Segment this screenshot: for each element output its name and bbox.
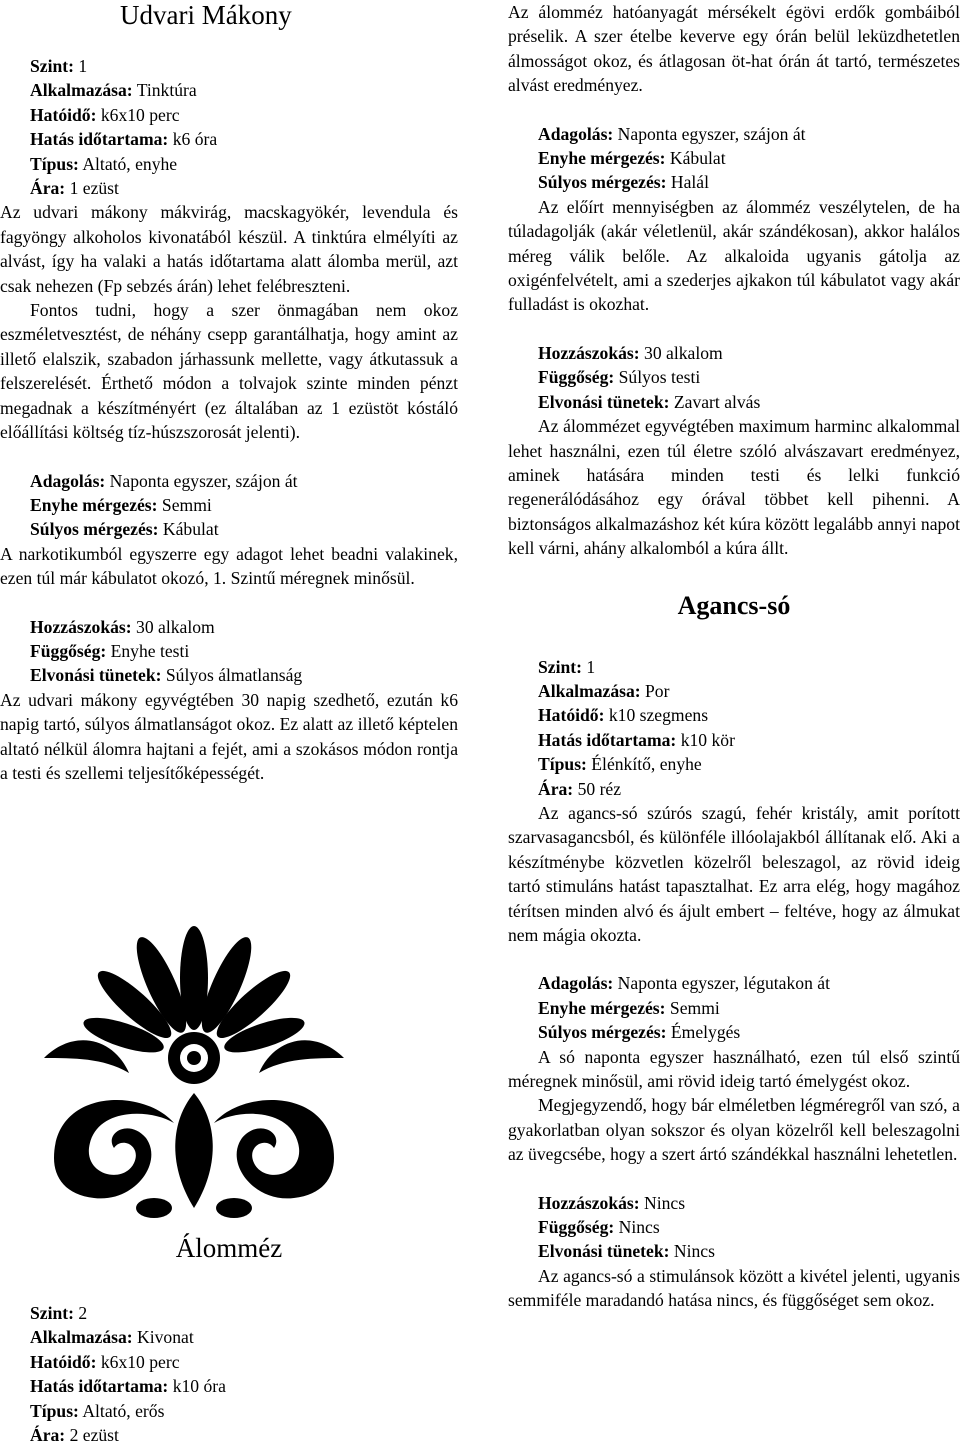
paragraph: Az agancs-só szúrós szagú, fehér kristály, amit porított szarvasagancsból, és különféle illóolajakból állítanak elő. Aki a készítménybe közvetlen közelről beleszagol, az rövid ideig tartó stimuláns hatást tapasztalhat. Ez arra elég, hogy magához térítsen minden alvó és ájult embert – feltéve, hogy az álmukat nem mágia okozta. bbox=[508, 802, 960, 945]
paragraph: Az álommézet egyvégtében maximum harminc alkalommal lehet használni, ezen túl életre szóló alvászavart eredményez, aminek hatására minden testi és lelki funkció regenerálódásához egy órával többet kell pihenni. A biztonságos alkalmazáshoz két kúra között legalább annyi napot kell várni, ahány alkalomból a kúra állt. bbox=[508, 416, 960, 559]
stat-label: Szint: bbox=[538, 656, 582, 677]
stat-value: k6x10 perc bbox=[96, 104, 180, 125]
stat-label: Hatóidő: bbox=[538, 705, 605, 726]
stat-value: 30 alkalom bbox=[639, 342, 723, 363]
stat-label: Elvonási tünetek: bbox=[30, 665, 162, 686]
dosage-agancs-so bbox=[508, 971, 960, 1044]
stat-line bbox=[538, 341, 960, 365]
stat-label: Adagolás: bbox=[538, 973, 614, 994]
stat-line bbox=[538, 365, 960, 389]
stat-value: k6x10 perc bbox=[96, 1351, 180, 1372]
stat-line bbox=[30, 493, 458, 517]
stat-value: Altató, enyhe bbox=[78, 153, 178, 174]
stat-value: Tinktúra bbox=[132, 80, 197, 101]
stat-value: k10 kör bbox=[676, 729, 735, 750]
addiction-alommez bbox=[508, 341, 960, 414]
stat-line bbox=[30, 517, 458, 541]
palmette-ornament-icon bbox=[34, 908, 354, 1228]
stat-value: Súlyos testi bbox=[614, 367, 701, 388]
stat-value: Kábulat bbox=[665, 148, 726, 169]
paragraph: Az agancs-só a stimulánsok között a kivétel jelenti, ugyanis semmiféle maradandó hatása nincs, és függőséget sem okoz. bbox=[508, 1265, 960, 1311]
stat-label: Adagolás: bbox=[538, 123, 614, 144]
stat-label: Hozzászokás: bbox=[30, 616, 132, 637]
stat-line bbox=[30, 639, 458, 663]
stat-label: Függőség: bbox=[30, 640, 107, 661]
dosage-udvari-makony bbox=[0, 469, 458, 542]
stat-label: Hatás időtartama: bbox=[30, 129, 169, 150]
paragraph: Az udvari mákony mákvirág, macskagyökér, levendula és fagyöngy alkoholos kivonatából készül. A tinktúra elmélyíti az alvást, így ha valaki a hatás időtartama alatt álomba merül, azt csak nehezen (Fp sebzés árán) lehet felébreszteni. bbox=[0, 202, 458, 296]
stat-line bbox=[30, 54, 458, 78]
stat-label: Hozzászokás: bbox=[538, 1192, 640, 1213]
stat-line bbox=[538, 146, 960, 170]
stat-line bbox=[538, 971, 960, 995]
stat-line bbox=[538, 122, 960, 146]
stat-value: k10 óra bbox=[168, 1376, 226, 1397]
stat-line bbox=[538, 1191, 960, 1215]
stat-value: Nincs bbox=[639, 1192, 686, 1213]
stat-value: Naponta egyszer, szájon át bbox=[613, 123, 806, 144]
stat-line bbox=[538, 679, 960, 703]
stat-label: Típus: bbox=[538, 754, 587, 775]
stats-udvari-makony bbox=[0, 54, 458, 200]
stat-value: Naponta egyszer, légutakon át bbox=[613, 973, 830, 994]
left-column bbox=[0, 0, 458, 785]
stat-value: 2 bbox=[73, 1303, 88, 1323]
section-title-udvari-makony: Udvari Mákony bbox=[120, 0, 292, 30]
stat-label: Típus: bbox=[30, 1400, 79, 1421]
stat-label: Enyhe mérgezés: bbox=[538, 148, 666, 169]
stat-line bbox=[30, 663, 458, 687]
stat-label: Függőség: bbox=[538, 367, 615, 388]
right-column bbox=[508, 0, 960, 1313]
stat-value: 50 réz bbox=[573, 778, 622, 799]
addiction-udvari-makony bbox=[0, 615, 458, 688]
stat-line bbox=[30, 78, 458, 102]
stat-value: Semmi bbox=[157, 494, 212, 515]
stat-label: Adagolás: bbox=[30, 470, 106, 491]
paragraph: Fontos tudni, hogy a szer önmagában nem okoz eszméletvesztést, de néhány csepp garantálhatja, hogy amint az illető elalszik, szabadon járhassunk mellette, vagy átkutassuk a felszerelését. Érthető módon a tolvajok szinte minden pénzt megadnak a készítményért (ez általában az 1 ezüstöt kóstáló előállítási költség tíz-húszszorosát jelenti). bbox=[0, 300, 458, 443]
stat-line bbox=[30, 1325, 458, 1349]
stat-line bbox=[538, 390, 960, 414]
stat-label: Ára: bbox=[30, 178, 66, 199]
stat-value: k6 óra bbox=[168, 129, 218, 150]
stat-label: Súlyos mérgezés: bbox=[538, 172, 667, 193]
stat-value: 1 bbox=[581, 656, 596, 677]
paragraph: A narkotikumból egyszerre egy adagot lehet beadni valakinek, ezen túl már kábulatot okozó, 1. Szintű méregnek minősül. bbox=[0, 543, 458, 589]
section-title-agancs-so: Agancs-só bbox=[677, 590, 791, 620]
stat-value: Émelygés bbox=[666, 1022, 741, 1043]
stat-line bbox=[538, 655, 960, 679]
section-title-alommez: Álomméz bbox=[175, 1233, 283, 1263]
stat-label: Elvonási tünetek: bbox=[538, 391, 670, 412]
stat-label: Ára: bbox=[30, 1425, 66, 1446]
stat-line bbox=[538, 703, 960, 727]
stat-value: Kábulat bbox=[158, 519, 219, 540]
stat-label: Szint: bbox=[30, 56, 74, 76]
stat-label: Alkalmazása: bbox=[30, 1327, 133, 1348]
stat-line bbox=[30, 469, 458, 493]
stat-label: Függőség: bbox=[538, 1217, 615, 1238]
stat-label: Hatás időtartama: bbox=[538, 729, 677, 750]
stat-value: 1 bbox=[73, 56, 88, 76]
paragraph: Megjegyzendő, hogy bár elméletben légméregről van szó, a gyakorlatban olyan sokszor és olyan közelről kell beleszagolni az üvegcsébe, hogy a szert ártó szándékkal használni lehetetlen. bbox=[508, 1095, 960, 1165]
stat-value: Súlyos álmatlanság bbox=[161, 665, 303, 686]
stat-value: Nincs bbox=[614, 1217, 660, 1238]
addiction-agancs-so bbox=[508, 1191, 960, 1264]
stat-line bbox=[30, 127, 458, 151]
stat-line bbox=[30, 1374, 458, 1398]
stat-value: Zavart alvás bbox=[669, 391, 761, 412]
dosage-alommez bbox=[508, 122, 960, 195]
paragraph: Az udvari mákony egyvégtében 30 napig szedhető, ezután k6 napig tartó, súlyos álmatlanságot okoz. Ez alatt az illető képtelen altató nélkül álomra hajtani a fejét, ami a szokásos módon rontja a testi és szellemi teljesítőképességét. bbox=[0, 689, 458, 783]
stat-value: 30 alkalom bbox=[131, 616, 215, 637]
paragraph: Az előírt mennyiségben az álomméz veszélytelen, de ha túladagolják (akár véletlenül, akár szándékosan), akkor halálos méreg válik belőle. Az alkaloida ugyanis gátolja az oxigénfelvételt, ami a szederjes ajkakon túl kábulatot vagy akár fulladást is okozhat. bbox=[508, 196, 960, 315]
stat-line bbox=[30, 1423, 458, 1447]
stat-line bbox=[30, 176, 458, 200]
stat-line bbox=[30, 615, 458, 639]
stat-value: Altató, erős bbox=[78, 1400, 165, 1421]
stat-label: Hatás időtartama: bbox=[30, 1376, 169, 1397]
stat-line bbox=[538, 170, 960, 194]
stat-line bbox=[30, 1301, 458, 1325]
stat-line bbox=[538, 752, 960, 776]
stat-label: Enyhe mérgezés: bbox=[30, 494, 158, 515]
stat-label: Súlyos mérgezés: bbox=[538, 1022, 667, 1043]
stat-label: Hatóidő: bbox=[30, 104, 97, 125]
stat-line bbox=[538, 1215, 960, 1239]
stat-value: Nincs bbox=[669, 1241, 715, 1262]
stat-value: Enyhe testi bbox=[106, 640, 190, 661]
stat-value: k10 szegmens bbox=[604, 705, 709, 726]
stat-value: 1 ezüst bbox=[65, 178, 119, 199]
stat-label: Hozzászokás: bbox=[538, 342, 640, 363]
stat-label: Súlyos mérgezés: bbox=[30, 519, 159, 540]
stat-line bbox=[30, 1399, 458, 1423]
stats-agancs-so bbox=[508, 655, 960, 801]
stat-line bbox=[30, 1350, 458, 1374]
stat-label: Szint: bbox=[30, 1303, 74, 1323]
stat-line bbox=[538, 1020, 960, 1044]
stat-value: Por bbox=[640, 680, 670, 701]
stat-line bbox=[538, 996, 960, 1020]
stat-label: Alkalmazása: bbox=[30, 80, 133, 101]
stat-value: Semmi bbox=[665, 997, 720, 1018]
stat-label: Típus: bbox=[30, 153, 79, 174]
stat-value: 2 ezüst bbox=[65, 1425, 119, 1446]
stat-label: Alkalmazása: bbox=[538, 680, 641, 701]
stat-value: Naponta egyszer, szájon át bbox=[105, 470, 298, 491]
stat-line bbox=[538, 1239, 960, 1263]
stat-value: Halál bbox=[666, 172, 709, 193]
stat-value: Kivonat bbox=[132, 1327, 194, 1348]
stat-label: Elvonási tünetek: bbox=[538, 1241, 670, 1262]
stat-label: Hatóidő: bbox=[30, 1351, 97, 1372]
stat-line bbox=[30, 152, 458, 176]
stats-alommez bbox=[0, 1301, 458, 1447]
section-alommez bbox=[0, 1233, 458, 1447]
stat-line bbox=[538, 728, 960, 752]
stat-label: Ára: bbox=[538, 778, 574, 799]
stat-line bbox=[538, 777, 960, 801]
paragraph: Az álomméz hatóanyagát mérsékelt égövi erdők gombáiból préselik. A szer ételbe keverve egy órán belül leküzdhetetlen álmosságot okoz, és átlagosan öt-hat órán át tartó, természetes alvást eredményez. bbox=[508, 2, 960, 96]
stat-line bbox=[30, 103, 458, 127]
stat-value: Élénkítő, enyhe bbox=[586, 754, 702, 775]
paragraph: A só naponta egyszer használható, ezen túl első szintű méregnek minősül, ami rövid ideig tartó émelygést okoz. bbox=[508, 1046, 960, 1092]
stat-label: Enyhe mérgezés: bbox=[538, 997, 666, 1018]
